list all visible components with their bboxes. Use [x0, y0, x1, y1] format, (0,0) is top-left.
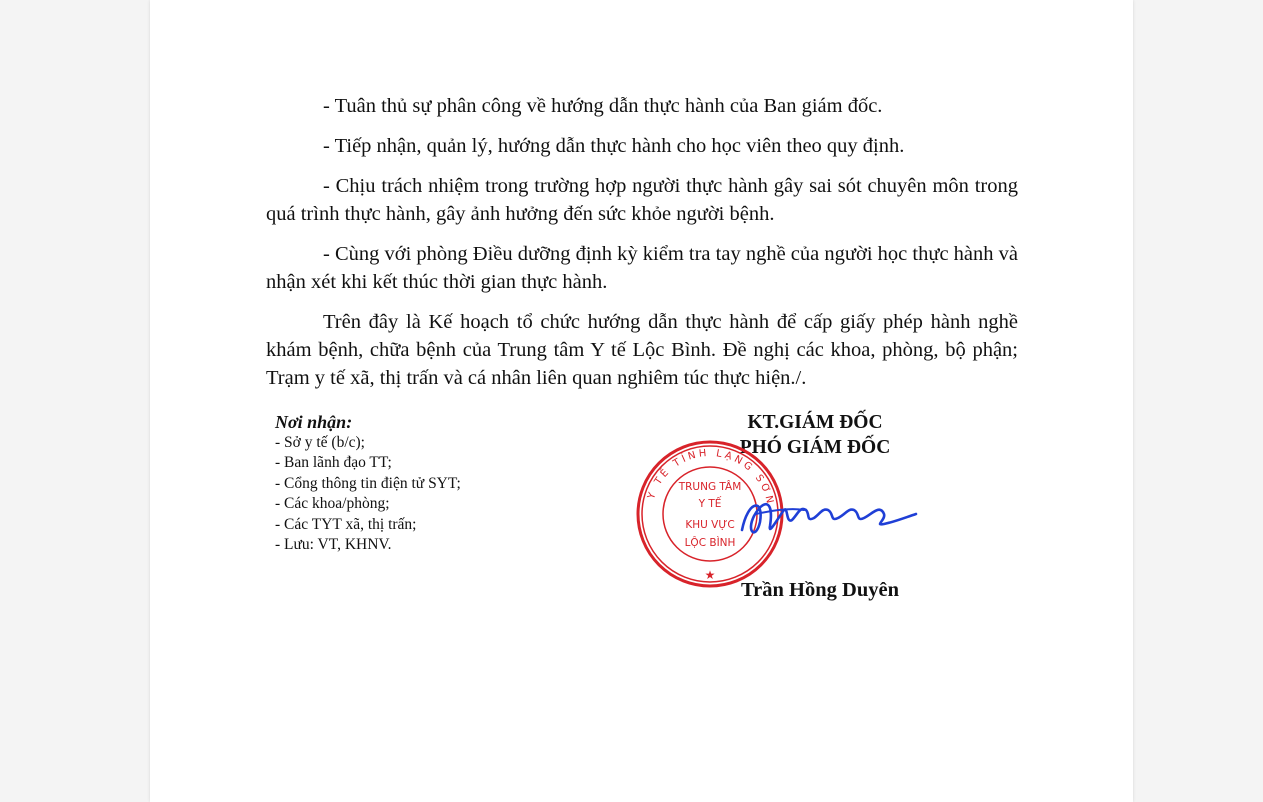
handwritten-signature	[734, 480, 918, 550]
recipients-block	[275, 412, 461, 556]
svg-text:LỘC BÌNH: LỘC BÌNH	[684, 537, 736, 549]
duty-paragraph-4: - Cùng với phòng Điều dưỡng định kỳ kiểm tra tay nghề của người học thực hành và nhận xét khi kết thúc thời gian thực hành.	[266, 243, 1018, 293]
duty-paragraph-3: - Chịu trách nhiệm trong trường hợp người thực hành gây sai sót chuyên môn trong quá trình thực hành, gây ảnh hưởng đến sức khỏe người bệnh.	[266, 175, 1018, 225]
recipients-heading: Nơi nhận:	[275, 412, 353, 432]
svg-text:Y TẾ TỈNH LẠNG SƠN: Y TẾ TỈNH LẠNG SƠN	[646, 447, 776, 508]
closing-paragraph: Trên đây là Kế hoạch tổ chức hướng dẫn thực hành để cấp giấy phép hành nghề khám bệnh, chữa bệnh của Trung tâm Y tế Lộc Bình. Đề nghị các khoa, phòng, bộ phận; Trạm y tế xã, thị trấn và cá nhân liên quan nghiêm túc thực hiện./.	[266, 311, 1018, 389]
document-body	[266, 92, 1018, 404]
duty-paragraph-2: - Tiếp nhận, quản lý, hướng dẫn thực hành cho học viên theo quy định.	[323, 135, 905, 157]
recipient-item: - Lưu: VT, KHNV.	[275, 536, 392, 553]
document-page	[150, 0, 1133, 802]
svg-text:Y TẾ: Y TẾ	[698, 498, 722, 510]
recipient-item: - Các TYT xã, thị trấn;	[275, 515, 417, 533]
recipient-item: - Các khoa/phòng;	[275, 495, 390, 512]
recipient-item: - Cổng thông tin điện tử SYT;	[275, 474, 461, 492]
svg-text:TRUNG TÂM: TRUNG TÂM	[678, 481, 742, 493]
svg-text:KHU VỰC: KHU VỰC	[685, 519, 735, 531]
recipient-item: - Sở y tế (b/c);	[275, 433, 365, 451]
signature-title-line1: KT.GIÁM ĐỐC	[747, 412, 883, 433]
svg-text:★: ★	[704, 568, 716, 582]
signer-name: Trần Hồng Duyên	[741, 579, 899, 601]
duty-paragraph-1: - Tuân thủ sự phân công về hướng dẫn thực hành của Ban giám đốc.	[323, 95, 883, 117]
signature-title-line2: PHÓ GIÁM ĐỐC	[739, 437, 891, 458]
recipient-item: - Ban lãnh đạo TT;	[275, 454, 392, 471]
